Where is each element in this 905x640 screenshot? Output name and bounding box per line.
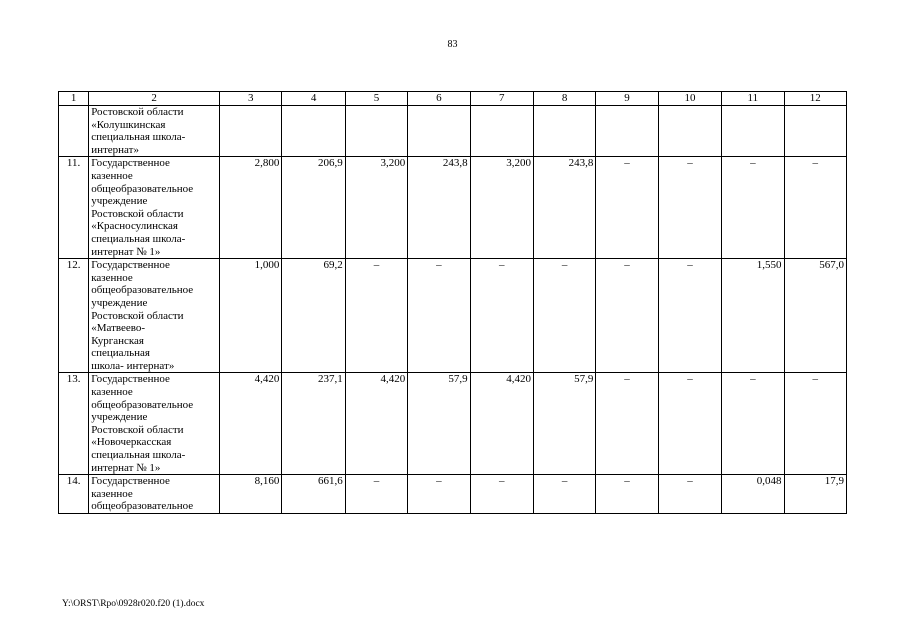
row-number: 14.	[59, 475, 89, 514]
column-header-9: 9	[596, 92, 658, 106]
row-number: 13.	[59, 373, 89, 475]
column-header-11: 11	[722, 92, 784, 106]
institution-name-line: интернат»	[91, 143, 139, 156]
institution-name-line: казенное	[91, 169, 133, 182]
cell-col-7: 4,420	[470, 373, 533, 475]
institution-name	[89, 106, 220, 157]
cell-col-3: 8,160	[220, 475, 282, 514]
column-header-1: 1	[59, 92, 89, 106]
cell-col-7: –	[470, 475, 533, 514]
cell-col-9: –	[596, 373, 658, 475]
cell-col-10	[658, 106, 721, 157]
cell-col-5: –	[345, 259, 407, 373]
column-header-3: 3	[220, 92, 282, 106]
cell-col-3: 2,800	[220, 157, 282, 259]
cell-col-12: 567,0	[784, 259, 846, 373]
institution-name-line: «Новочеркасская	[91, 436, 172, 449]
cell-col-4: 237,1	[282, 373, 345, 475]
institution-name-line: казенное	[91, 487, 133, 500]
cell-col-7: –	[470, 259, 533, 373]
institution-name-line: Курганская	[91, 334, 144, 347]
table-row	[59, 259, 847, 373]
cell-col-6: –	[408, 259, 470, 373]
institution-name-line: «Красносулинская	[91, 220, 178, 233]
table-row	[59, 157, 847, 259]
institution-name-line: школа- интернат»	[91, 359, 175, 372]
cell-col-12: –	[784, 157, 846, 259]
cell-col-11: 0,048	[722, 475, 784, 514]
cell-col-10: –	[658, 259, 721, 373]
cell-col-8: 243,8	[533, 157, 595, 259]
institution-name	[89, 373, 220, 475]
institution-name-line: интернат № 1»	[91, 245, 161, 258]
cell-col-7: 3,200	[470, 157, 533, 259]
column-header-5: 5	[345, 92, 407, 106]
cell-col-12	[784, 106, 846, 157]
institution-name-line: Государственное	[91, 373, 170, 386]
row-number: 12.	[59, 259, 89, 373]
cell-col-5	[345, 106, 407, 157]
institution-name-line: «Матвеево-	[91, 322, 146, 335]
institution-name-line: общеобразовательное	[91, 398, 194, 411]
cell-col-11: –	[722, 373, 784, 475]
institution-name	[89, 157, 220, 259]
cell-col-9: –	[596, 157, 658, 259]
table-row	[59, 373, 847, 475]
cell-col-6: 243,8	[408, 157, 470, 259]
cell-col-4: 69,2	[282, 259, 345, 373]
row-number	[59, 106, 89, 157]
table-row	[59, 106, 847, 157]
column-header-10: 10	[658, 92, 721, 106]
cell-col-9: –	[596, 475, 658, 514]
column-header-4: 4	[282, 92, 345, 106]
cell-col-3: 4,420	[220, 373, 282, 475]
data-table	[58, 91, 847, 514]
cell-col-6: 57,9	[408, 373, 470, 475]
institution-name	[89, 475, 220, 514]
institution-name-line: общеобразовательное	[91, 182, 194, 195]
institution-name-line: Государственное	[91, 157, 170, 170]
column-header-7: 7	[470, 92, 533, 106]
institution-name-line: казенное	[91, 271, 133, 284]
institution-name-line: интернат № 1»	[91, 461, 161, 474]
cell-col-5: 3,200	[345, 157, 407, 259]
table-row	[59, 475, 847, 514]
institution-name-line: специальная	[91, 347, 150, 360]
institution-name-line: Ростовской области	[91, 309, 184, 322]
cell-col-4: 206,9	[282, 157, 345, 259]
cell-col-6: –	[408, 475, 470, 514]
table-body	[59, 106, 847, 514]
column-header-12: 12	[784, 92, 846, 106]
institution-name-line: учреждение	[91, 296, 148, 309]
cell-col-9	[596, 106, 658, 157]
row-number: 11.	[59, 157, 89, 259]
footer-file-path: Y:\ORST\Rpo\0928r020.f20 (1).docx	[62, 599, 205, 609]
cell-col-10: –	[658, 475, 721, 514]
cell-col-12: –	[784, 373, 846, 475]
cell-col-12: 17,9	[784, 475, 846, 514]
institution-name-line: Ростовской области	[91, 106, 184, 118]
cell-col-11: 1,550	[722, 259, 784, 373]
cell-col-11: –	[722, 157, 784, 259]
cell-col-9: –	[596, 259, 658, 373]
cell-col-7	[470, 106, 533, 157]
cell-col-8: 57,9	[533, 373, 595, 475]
cell-col-5: 4,420	[345, 373, 407, 475]
institution-name-line: специальная школа-	[91, 232, 186, 245]
page-number: 83	[447, 39, 458, 50]
institution-name-line: специальная школа-	[91, 449, 186, 462]
cell-col-10: –	[658, 157, 721, 259]
cell-col-8: –	[533, 475, 595, 514]
cell-col-5: –	[345, 475, 407, 514]
column-header-8: 8	[533, 92, 595, 106]
cell-col-10: –	[658, 373, 721, 475]
cell-col-8	[533, 106, 595, 157]
cell-col-4: 661,6	[282, 475, 345, 514]
institution-name-line: Государственное	[91, 475, 170, 488]
column-header-2: 2	[89, 92, 220, 106]
institution-name-line: Государственное	[91, 259, 170, 272]
institution-name-line: специальная школа-	[91, 131, 186, 144]
cell-col-11	[722, 106, 784, 157]
cell-col-3	[220, 106, 282, 157]
cell-col-3: 1,000	[220, 259, 282, 373]
cell-col-8: –	[533, 259, 595, 373]
header-row	[59, 92, 847, 106]
institution-name-line: казенное	[91, 386, 133, 399]
institution-name-line: общеобразовательное	[91, 500, 194, 513]
column-header-6: 6	[408, 92, 470, 106]
institution-name-line: Ростовской области	[91, 207, 184, 220]
institution-name-line: общеобразовательное	[91, 284, 194, 297]
institution-name-line: учреждение	[91, 411, 148, 424]
cell-col-4	[282, 106, 345, 157]
institution-name	[89, 259, 220, 373]
cell-col-6	[408, 106, 470, 157]
institution-name-line: «Колушкинская	[91, 118, 166, 131]
institution-name-line: Ростовской области	[91, 423, 184, 436]
institution-name-line: учреждение	[91, 195, 148, 208]
